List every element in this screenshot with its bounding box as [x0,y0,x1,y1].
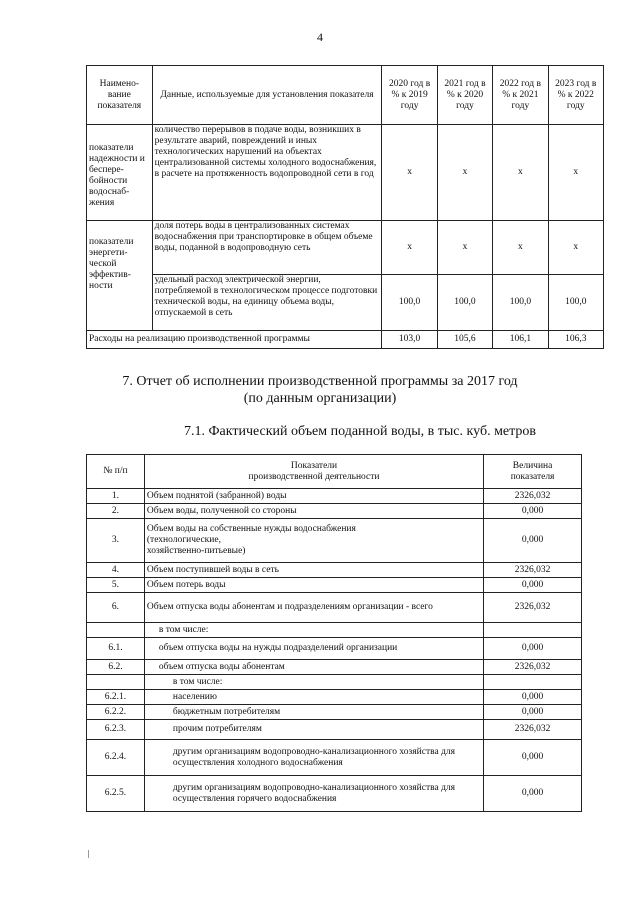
table-row [87,690,582,705]
row-no [87,675,145,690]
row-data: удельный расход электрической энергии, потребляемой в технологическом процессе подготовки технической воды, на единицу объема воды, отпускаемой в сеть [152,275,382,331]
row-name: населению [144,690,483,705]
row-no: 4. [87,563,145,578]
row-no: 3. [87,519,145,563]
table-row [87,638,582,660]
row-value: 2326,032 [484,563,582,578]
section-7-1-title: 7.1. Фактический объем поданной воды, в тыс. куб. метров [183,424,537,439]
table-row [87,720,582,740]
row-name-line: (технологические, [146,535,221,545]
row-value: 2326,032 [484,720,582,740]
table-row [87,504,582,519]
group-energy: показатели энергети-ческой эффектив-ности [87,221,153,331]
row-no: 6.2.1. [87,690,145,705]
row-value: х [437,221,492,275]
volume-header-row [87,455,582,489]
row-name-line: Объем воды на собственные нужды водоснабжения [146,524,356,534]
row-value: 100,0 [437,275,492,331]
section-7-title: 7. Отчет об исполнении производственной программы за 2017 год [122,374,518,389]
row-name: Объем потерь воды [144,578,483,593]
row-value [484,623,582,638]
row-no: 1. [87,489,145,504]
row-name: в том числе: [144,623,483,638]
row-value: 100,0 [493,275,548,331]
row-value: х [548,125,603,221]
header-no: № п/п [87,455,145,489]
row-name: Объем поступившей воды в сеть [144,563,483,578]
row-data: количество перерывов в подаче воды, возникших в результате аварий, повреждений и иных технологических нарушений на объектах централизованной системы холодного водоснабжения, в расчете на протяженность водопроводной сети в год [152,125,382,221]
row-no [87,623,145,638]
row-name [144,519,483,563]
header-2023: 2023 год в % к 2022 году [548,66,603,125]
header-name-line1: Показатели [290,460,338,471]
row-value: 0,000 [484,705,582,720]
total-value: 103,0 [382,331,437,349]
header-2021: 2021 год в % к 2020 году [437,66,492,125]
row-no: 6.2.4. [87,740,145,776]
table-row [87,578,582,593]
table-row [87,221,604,275]
row-name: в том числе: [144,675,483,690]
page-number: 4 [317,30,323,44]
table-row [87,275,604,331]
header-name [144,455,483,489]
table-row [87,593,582,623]
row-value: 0,000 [484,504,582,519]
header-value [484,455,582,489]
total-value: 106,3 [548,331,603,349]
row-value: 100,0 [548,275,603,331]
header-value-line1: Величина [512,460,553,471]
header-2022: 2022 год в % к 2021 году [493,66,548,125]
row-name: Объем воды, полученной со стороны [144,504,483,519]
row-name: другим организациям водопроводно-канализационного хозяйства для осуществления холодного водоснабжения [144,740,483,776]
row-value: х [382,125,437,221]
row-name: объем отпуска воды абонентам [144,660,483,675]
table-row [87,489,582,504]
row-value: 2326,032 [484,489,582,504]
row-no: 6.2.3. [87,720,145,740]
water-volume-table [86,454,582,812]
row-name: бюджетным потребителям [144,705,483,720]
row-name: Объем поднятой (забранной) воды [144,489,483,504]
group-reliability: показатели надежности и беспере-бойности водоснаб-жения [87,125,153,221]
header-2020: 2020 год в % к 2019 году [382,66,437,125]
header-name-line2: производственной деятельности [248,471,380,482]
total-value: 106,1 [493,331,548,349]
indicators-header-row [87,66,604,125]
row-value: х [382,221,437,275]
total-value: 105,6 [437,331,492,349]
row-data: доля потерь воды в централизованных системах водоснабжения при транспортировке в общем объеме воды, поданной в водопроводную сеть [152,221,382,275]
table-row [87,740,582,776]
row-no: 6.1. [87,638,145,660]
row-value: х [493,125,548,221]
row-name: другим организациям водопроводно-канализационного хозяйства для осуществления горячего водоснабжения [144,776,483,812]
table-row [87,623,582,638]
row-name: прочим потребителям [144,720,483,740]
scan-mark [88,850,89,858]
table-row [87,563,582,578]
row-value: 0,000 [484,690,582,705]
table-row [87,776,582,812]
indicators-table [86,65,604,349]
table-row [87,660,582,675]
section-7-subtitle: (по данным организации) [243,391,397,406]
row-value: 0,000 [484,519,582,563]
row-value: 100,0 [382,275,437,331]
row-name-line: хозяйственно-питьевые) [146,546,246,556]
row-value: х [493,221,548,275]
row-value [484,675,582,690]
table-row [87,125,604,221]
header-value-line2: показателя [510,471,555,482]
row-no: 6. [87,593,145,623]
row-no: 5. [87,578,145,593]
row-value: 2326,032 [484,593,582,623]
row-value: 0,000 [484,638,582,660]
row-value: 2326,032 [484,660,582,675]
row-value: 0,000 [484,740,582,776]
row-value: 0,000 [484,578,582,593]
header-indicator: Наимено-вание показателя [87,66,153,125]
header-data: Данные, используемые для установления показателя [152,66,382,125]
table-row [87,675,582,690]
row-value: х [437,125,492,221]
table-row [87,519,582,563]
row-name: Объем отпуска воды абонентам и подразделениям организации - всего [144,593,483,623]
row-no: 6.2.5. [87,776,145,812]
table-row [87,705,582,720]
row-no: 2. [87,504,145,519]
section-7-heading [0,373,640,407]
row-value: 0,000 [484,776,582,812]
row-value: х [548,221,603,275]
total-label: Расходы на реализацию производственной программы [87,331,382,349]
row-no: 6.2. [87,660,145,675]
row-no: 6.2.2. [87,705,145,720]
row-name: объем отпуска воды на нужды подразделений организации [144,638,483,660]
total-row [87,331,604,349]
